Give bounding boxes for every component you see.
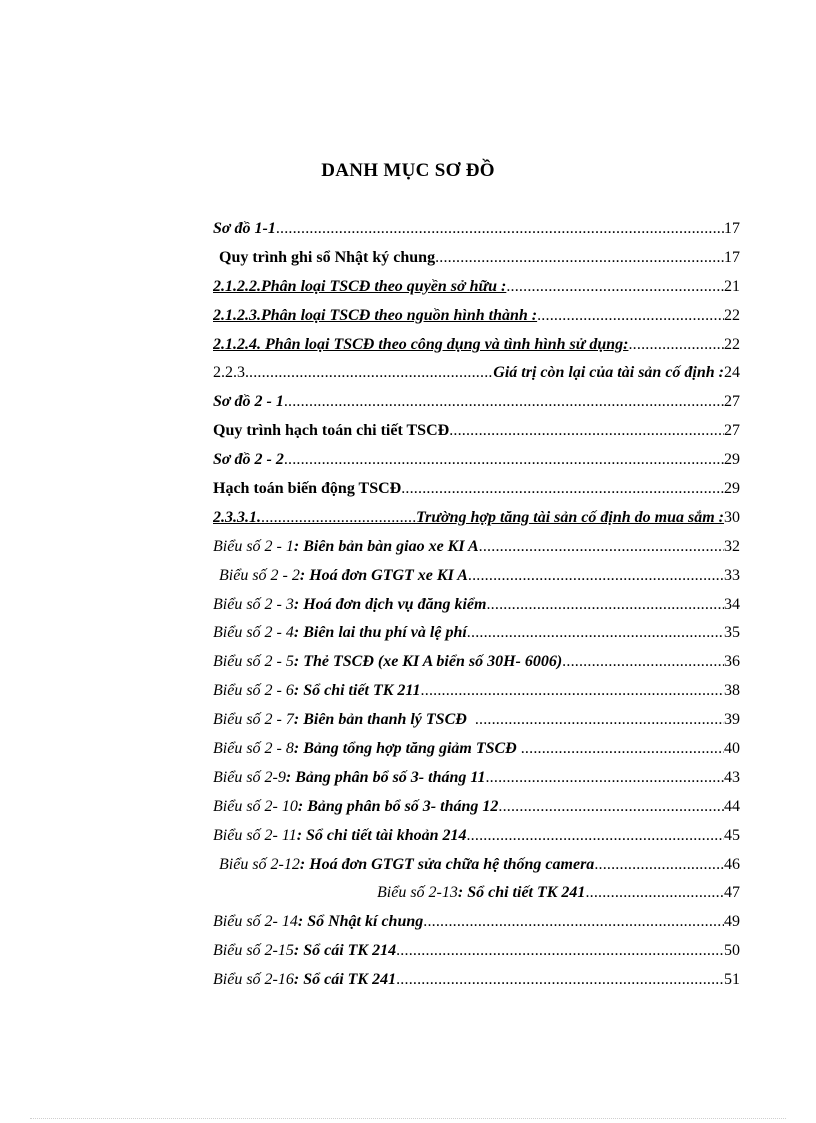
toc-entry-label: Biểu số 2- 10 <box>213 797 298 815</box>
toc-leader <box>486 596 724 614</box>
toc-entry[interactable] <box>213 336 740 365</box>
toc-entry-desc: : Biên lai thu phí và lệ phí <box>293 624 467 642</box>
toc-entry-label: Biểu số 2 - 7 <box>213 711 294 729</box>
toc-entry[interactable] <box>213 538 740 567</box>
toc-entry-desc: : Bảng phân bổ số 3- tháng 11 <box>285 768 486 786</box>
toc-page-number: 34 <box>724 595 740 613</box>
toc-leader <box>284 451 724 469</box>
toc-entry-label: Biểu số 2- 11 <box>213 826 297 844</box>
toc-leader <box>479 538 724 556</box>
toc-leader <box>466 827 724 845</box>
toc-entry[interactable] <box>213 480 740 509</box>
toc-entry-label: Biểu số 2 - 1 <box>213 537 294 555</box>
toc-entry-label: Biểu số 2 - 5 <box>213 653 294 671</box>
toc-leader <box>284 393 724 411</box>
toc-entry-desc: : Sổ chi tiết tài khoản 214 <box>296 826 467 844</box>
toc-leader <box>261 509 416 527</box>
toc-entry-desc: : Sổ chi tiết TK 241 <box>457 884 586 902</box>
toc-page-number: 44 <box>724 797 740 815</box>
toc-entry-desc: : Bảng phân bổ số 3- tháng 12 <box>297 797 499 815</box>
toc-page-number: 33 <box>724 566 740 584</box>
toc-entry-desc: : Sổ chi tiết TK 211 <box>293 682 421 700</box>
toc-entry-label: Biểu số 2 - 2 <box>219 566 300 584</box>
toc-entry[interactable] <box>213 596 740 625</box>
toc-page-number: 24 <box>724 364 740 382</box>
toc-page-number: 36 <box>724 653 740 671</box>
toc-page-number: 27 <box>724 422 740 440</box>
toc-entry[interactable] <box>213 422 740 451</box>
toc-leader <box>449 422 724 440</box>
toc-entry[interactable] <box>213 567 740 596</box>
toc-entry[interactable] <box>213 653 740 682</box>
toc-page-number: 29 <box>724 451 740 469</box>
toc-leader <box>276 220 724 238</box>
toc-entry-label: Biểu số 2- 14 <box>213 913 298 931</box>
toc-entry-label: 2.1.2.3.Phân loại TSCĐ theo nguồn hình thành : <box>213 306 538 324</box>
toc-entry-desc: : Hoá đơn GTGT sửa chữa hệ thống camera <box>299 855 595 873</box>
toc-page-number: 46 <box>724 855 740 873</box>
toc-entry[interactable] <box>213 451 740 480</box>
toc-entry-label: Biểu số 2-9 <box>213 768 286 786</box>
toc-leader <box>537 307 724 325</box>
toc-entry-desc: : Sổ cái TK 214 <box>293 942 397 960</box>
toc-entry[interactable] <box>213 769 740 798</box>
toc-leader <box>396 942 724 960</box>
toc-entry-label: Biểu số 2-12 <box>219 855 300 873</box>
page-title: DANH MỤC SƠ ĐỒ <box>321 160 495 181</box>
toc-page-number: 43 <box>724 768 740 786</box>
toc-entry[interactable] <box>213 624 740 653</box>
toc-entry[interactable] <box>213 711 740 740</box>
toc-entry-label: 2.1.2.2.Phân loại TSCĐ theo quyền sở hữu : <box>213 277 507 295</box>
toc-page-number: 39 <box>724 711 740 729</box>
toc-page-number: 51 <box>724 971 740 989</box>
toc-leader <box>401 480 724 498</box>
toc-entry-label: Biểu số 2 - 6 <box>213 682 294 700</box>
toc-entry-desc: : Biên bản thanh lý TSCĐ <box>293 711 467 729</box>
toc-entry-label: Hạch toán biến động TSCĐ <box>213 480 402 498</box>
toc-entry[interactable] <box>213 278 740 307</box>
toc-page-number: 17 <box>724 248 740 266</box>
toc-entry[interactable] <box>213 856 740 885</box>
toc-leader <box>628 336 724 354</box>
toc-entry[interactable] <box>213 249 740 278</box>
toc-entry[interactable] <box>213 740 740 769</box>
toc-entry-label: Biểu số 2-16 <box>213 971 294 989</box>
toc-entry-label: Sơ đồ 2 - 2 <box>213 451 284 469</box>
toc-entry-label: Biểu số 2 - 4 <box>213 624 294 642</box>
toc-entry-desc: : Sổ Nhật kí chung <box>297 913 424 931</box>
toc-page-number: 17 <box>724 220 740 237</box>
toc-leader <box>585 884 724 902</box>
toc-entry-label: 2.3.3.1. <box>213 508 261 526</box>
toc-leader <box>421 682 724 700</box>
toc-page-number: 40 <box>724 740 740 758</box>
toc-page-number: 22 <box>724 335 740 353</box>
toc-page-number: 49 <box>724 913 740 931</box>
toc-leader <box>475 711 724 729</box>
toc-entry[interactable] <box>213 884 740 913</box>
toc-entry[interactable] <box>213 307 740 336</box>
toc-leader <box>498 798 724 816</box>
toc-entry-desc: : Bảng tổng hợp tăng giảm TSCĐ <box>293 740 517 758</box>
toc-entry[interactable] <box>213 393 740 422</box>
toc-page-number: 38 <box>724 682 740 700</box>
toc-page-number: 21 <box>724 277 740 295</box>
toc-leader <box>521 740 724 758</box>
toc-entry-label: Biểu số 2-15 <box>213 942 294 960</box>
toc-leader <box>562 653 724 671</box>
toc-leader <box>423 913 724 931</box>
toc-page-number: 50 <box>724 942 740 960</box>
page-bottom-divider <box>30 1118 786 1119</box>
toc-page-number: 45 <box>724 826 740 844</box>
toc-leader <box>435 249 724 267</box>
toc-entry[interactable] <box>213 942 740 971</box>
toc-entry-label: Sơ đồ 1-1 <box>213 220 276 237</box>
toc-page-number: 35 <box>724 624 740 642</box>
toc-entry-label: Biểu số 2 - 8 <box>213 740 294 758</box>
toc-page-number: 27 <box>724 393 740 411</box>
toc-entry-label: Sơ đồ 2 - 1 <box>213 393 284 411</box>
toc-entry[interactable] <box>213 364 740 393</box>
toc-entry[interactable] <box>213 971 740 1000</box>
toc-entry-label: Biểu số 2-13 <box>377 884 458 902</box>
toc-entry-desc: : Sổ cái TK 241 <box>293 971 397 989</box>
toc-entry[interactable] <box>213 913 740 942</box>
toc-entry[interactable] <box>213 827 740 856</box>
toc-leader <box>485 769 724 787</box>
toc-entry[interactable] <box>213 220 740 249</box>
toc-page-number: 29 <box>724 480 740 498</box>
toc-page-number: 32 <box>724 537 740 555</box>
toc-entry-desc: : Hoá đơn dịch vụ đăng kiểm <box>293 595 487 613</box>
toc-page-number: 30 <box>724 508 740 526</box>
toc-entry-desc: Giá trị còn lại của tài sản cố định : <box>493 364 724 382</box>
toc-entry-desc: Trường hợp tăng tài sản cố định do mua sắm : <box>415 508 724 526</box>
toc-leader <box>467 624 724 642</box>
toc-entry-desc: : Biên bản bàn giao xe KI A <box>293 537 479 555</box>
toc-entry-label: Quy trình hạch toán chi tiết TSCĐ <box>213 422 450 440</box>
toc-entry-label: Quy trình ghi sổ Nhật ký chung <box>219 248 436 266</box>
toc-page-number: 22 <box>724 306 740 324</box>
toc-leader <box>468 567 724 585</box>
toc-entry-desc: : Thẻ TSCĐ (xe KI A biển số 30H- 6006) <box>293 653 563 671</box>
toc-leader <box>506 278 724 296</box>
toc-entry[interactable] <box>213 682 740 711</box>
toc-page-number: 47 <box>724 884 740 902</box>
toc-entry-label: 2.2.3. <box>213 364 249 382</box>
toc-entry-label: 2.1.2.4. Phân loại TSCĐ theo công dụng và tình hình sử dụng: <box>213 335 629 353</box>
toc-entry[interactable] <box>213 798 740 827</box>
toc-entry-desc: : Hoá đơn GTGT xe KI A <box>299 566 468 584</box>
toc-entry-label: Biểu số 2 - 3 <box>213 595 294 613</box>
toc-leader <box>594 856 724 874</box>
toc-leader <box>249 364 493 382</box>
table-of-contents <box>213 220 740 1000</box>
toc-entry[interactable] <box>213 509 740 538</box>
toc-leader <box>396 971 724 989</box>
